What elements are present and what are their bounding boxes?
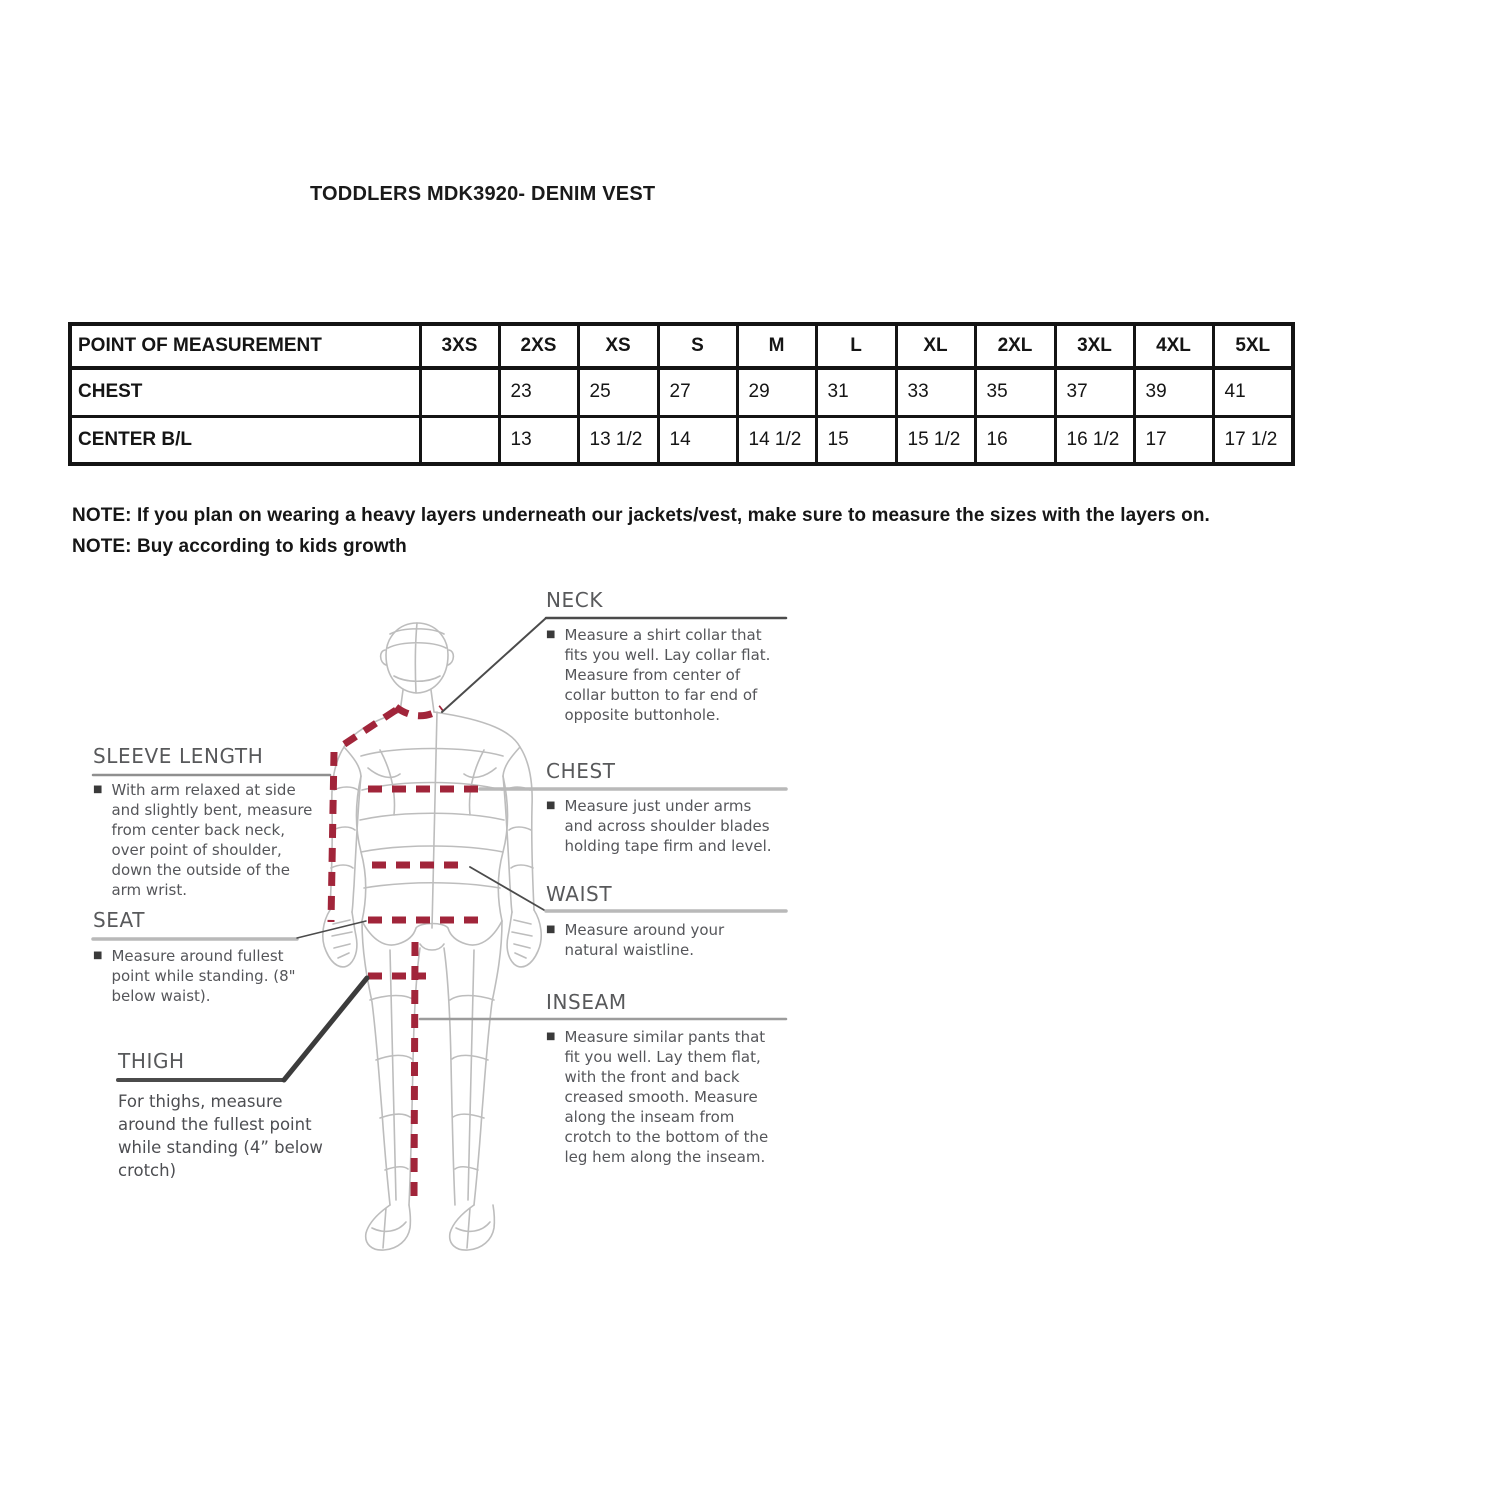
sleeve-length-section	[93, 744, 343, 900]
inseam-heading: INSEAM	[546, 990, 627, 1014]
sleeve-length-description: With arm relaxed at side and slightly bent, measure from center back neck, over point of shoulder, down the outside of the arm wrist.	[111, 781, 313, 899]
value-cell: 25	[578, 368, 658, 416]
value-cell: 31	[816, 368, 896, 416]
value-cell: 35	[975, 368, 1055, 416]
inseam-measure-line	[414, 942, 415, 1198]
neck-leader-line	[442, 618, 546, 712]
bullet-icon: ■	[546, 629, 556, 640]
value-cell: 15	[816, 416, 896, 464]
sleeve-shoulder-measure-line	[340, 710, 396, 747]
neck-heading: NECK	[546, 588, 604, 612]
value-cell: 16	[975, 416, 1055, 464]
bullet-icon: ■	[93, 950, 103, 961]
neck-section	[546, 588, 786, 725]
value-cell: 17	[1134, 416, 1213, 464]
waist-description: Measure around your natural waistline.	[564, 921, 725, 959]
row-label: CENTER B/L	[70, 416, 420, 464]
value-cell: 29	[737, 368, 816, 416]
inseam-section	[546, 990, 786, 1167]
thigh-heading: THIGH	[118, 1049, 185, 1073]
thigh-description: For thighs, measure around the fullest point while standing (4” below crotch)	[118, 1092, 323, 1180]
chest-section	[546, 759, 786, 856]
header-cell-point-of-measurement: POINT OF MEASUREMENT	[70, 324, 420, 368]
header-cell-xl: XL	[896, 324, 975, 368]
value-cell: 17 1/2	[1213, 416, 1293, 464]
waist-heading: WAIST	[546, 882, 613, 906]
seat-description: Measure around fullest point while standing. (8" below waist).	[111, 947, 296, 1005]
value-cell: 23	[499, 368, 578, 416]
seat-heading: SEAT	[93, 908, 146, 932]
value-cell: 13 1/2	[578, 416, 658, 464]
value-cell: 13	[499, 416, 578, 464]
header-cell-2xl: 2XL	[975, 324, 1055, 368]
value-cell: 37	[1055, 368, 1134, 416]
waist-section	[546, 882, 786, 960]
header-cell-s: S	[658, 324, 737, 368]
document-title: TODDLERS MDK3920- DENIM VEST	[310, 183, 656, 205]
header-cell-l: L	[816, 324, 896, 368]
thigh-section	[118, 1049, 368, 1182]
value-cell: 41	[1213, 368, 1293, 416]
header-cell-xs: XS	[578, 324, 658, 368]
value-cell: 15 1/2	[896, 416, 975, 464]
header-cell-3xl: 3XL	[1055, 324, 1134, 368]
header-cell-3xs: 3XS	[420, 324, 499, 368]
inseam-description: Measure similar pants that fit you well. Lay them flat, with the front and back creased smooth. Measure along the inseam from crotch to the bottom of the leg hem along the inseam.	[564, 1028, 769, 1166]
header-cell-2xs: 2XS	[499, 324, 578, 368]
value-cell: 14 1/2	[737, 416, 816, 464]
seat-section	[93, 908, 343, 1006]
row-label: CHEST	[70, 368, 420, 416]
bullet-icon: ■	[546, 924, 556, 935]
header-cell-m: M	[737, 324, 816, 368]
neck-description: Measure a shirt collar that fits you well. Lay collar flat. Measure from center of collar button to far end of opposite buttonhole.	[564, 626, 771, 724]
chest-description: Measure just under arms and across shoulder blades holding tape firm and level.	[564, 797, 772, 855]
bullet-icon: ■	[546, 800, 556, 811]
value-cell: 14	[658, 416, 737, 464]
value-cell: 27	[658, 368, 737, 416]
header-cell-4xl: 4XL	[1134, 324, 1213, 368]
value-cell: 16 1/2	[1055, 416, 1134, 464]
sleeve-length-heading: SLEEVE LENGTH	[93, 744, 264, 768]
value-cell: 39	[1134, 368, 1213, 416]
chest-heading: CHEST	[546, 759, 616, 783]
bullet-icon: ■	[93, 784, 103, 795]
bullet-icon: ■	[546, 1031, 556, 1042]
value-cell: 33	[896, 368, 975, 416]
note-kids-growth: NOTE: Buy according to kids growth	[72, 536, 407, 557]
header-cell-5xl: 5XL	[1213, 324, 1293, 368]
note-layers: NOTE: If you plan on wearing a heavy layers underneath our jackets/vest, make sure to measure the sizes with the layers on.	[72, 505, 1210, 526]
